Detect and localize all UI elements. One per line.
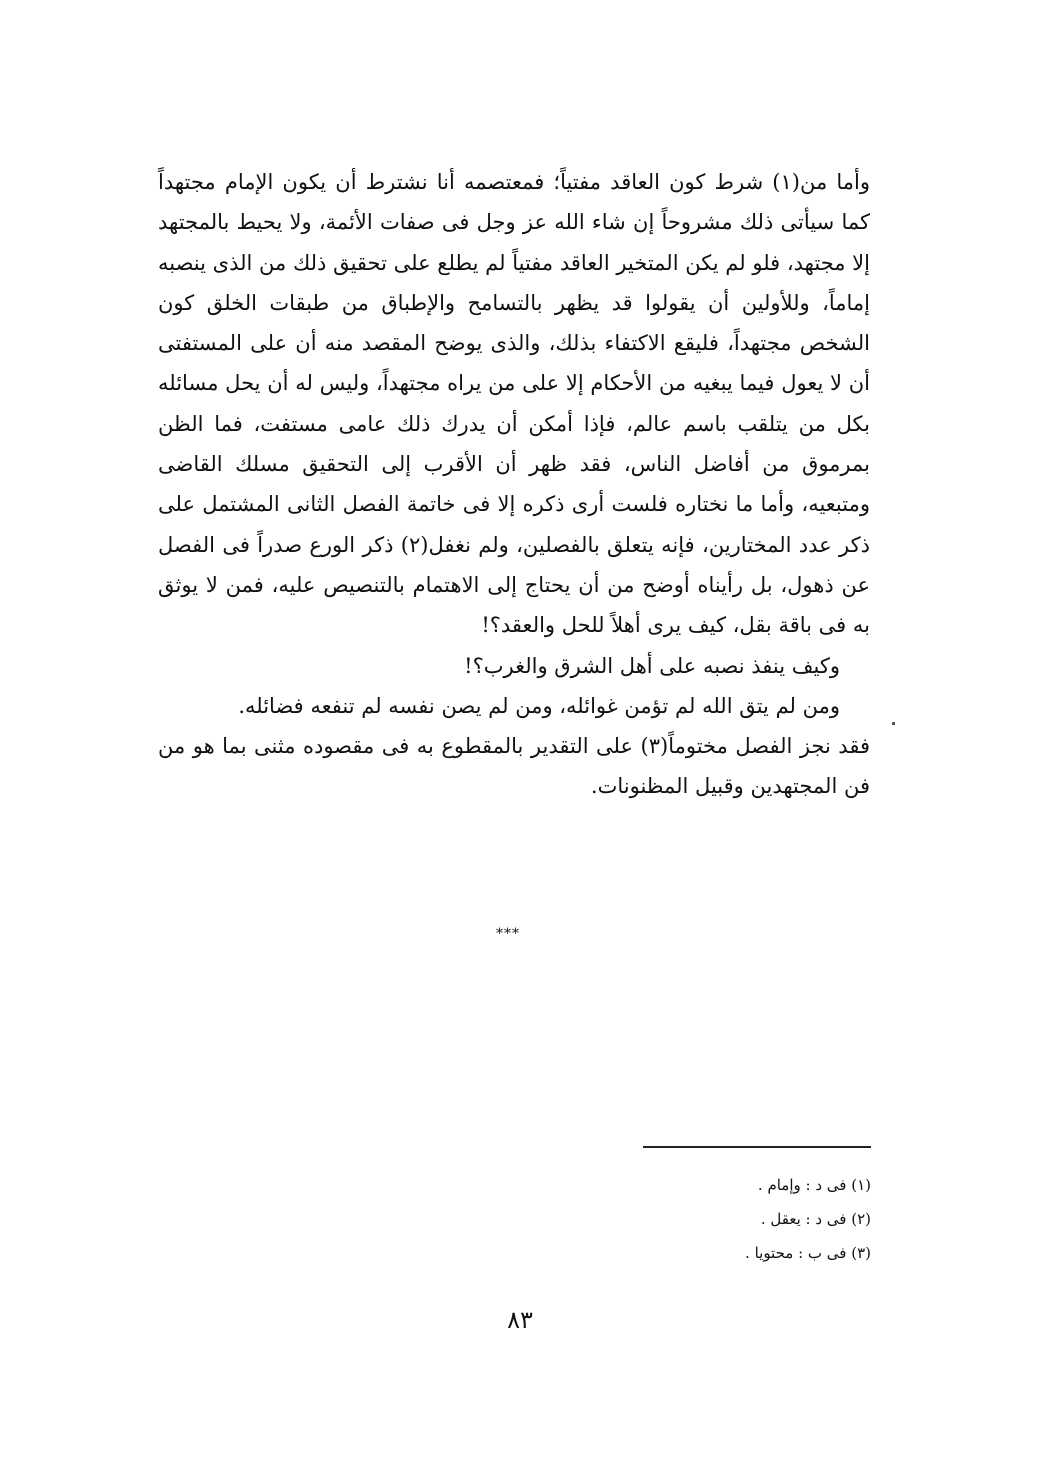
section-separator: *** [496,926,520,942]
margin-mark [892,722,895,725]
paragraph-3: ومن لم يتق الله لم تؤمن غوائله، ومن لم يصن نفسه لم تنفعه فضائله. [238,693,840,718]
footnote-divider [643,1146,871,1148]
paragraph-2: وكيف ينفذ نصبه على أهل الشرق والغرب؟! [464,653,840,678]
paragraph-1: وأما من(١) شرط كون العاقد مفتياً؛ فمعتصمه أنا نشترط أن يكون الإمام مجتهداً كما سيأتى ذلك مشروحاً إن شاء الله عز وجل فى صفات الأئمة، ولا يحيط بالمجتهد إلا مجتهد، فلو لم يكن المتخير العاقد مفتياً لم يطلع على تحقيق ذلك من الذى ينصبه إماماً، وللأولين أن يقولوا قد يظهر بالتسامح والإطباق من طبقات الخلق كون الشخص مجتهداً، فليقع الاكتفاء بذلك، والذى يوضح المقصد منه أن على المستفتى أن لا يعول فيما يبغيه من الأحكام إلا على من يراه مجتهداً، وليس له أن يحل مسائله بكل من يتلقب باسم عالم، فإذا أمكن أن يدرك ذلك عامى مستفت، فما الظن بمرموق من أفاضل الناس، فقد ظهر أن الأقرب إلى التحقيق مسلك القاضى ومتبعيه، وأما ما نختاره فلست أرى ذكره إلا فى خاتمة الفصل الثانى المشتمل على ذكر عدد المختارين، فإنه يتعلق بالفصلين، ولم نغفل(٢) ذكر الورع صدراً فى الفصل عن ذهول، بل رأيناه أوضح من أن يحتاج إلى الاهتمام بالتنصيص عليه، فمن لا يوثق به فى باقة بقل، كيف يرى أهلاً للحل والعقد؟! [158,170,870,638]
page-number: ٨٣ [507,1306,533,1334]
footnote-3: (٣) فى ب : محتويا . [745,1244,871,1262]
footnotes [560,1168,871,1270]
footnote-1: (١) فى د : وإمام . [757,1176,871,1194]
paragraph-4: فقد نجز الفصل مختوماً(٣) على التقدير بالمقطوع به فى مقصوده مثنى بما هو من فن المجتهدين وقبيل المظنونات. [158,734,870,799]
footnote-2: (٢) فى د : يعقل . [760,1210,871,1228]
main-text [158,162,870,807]
